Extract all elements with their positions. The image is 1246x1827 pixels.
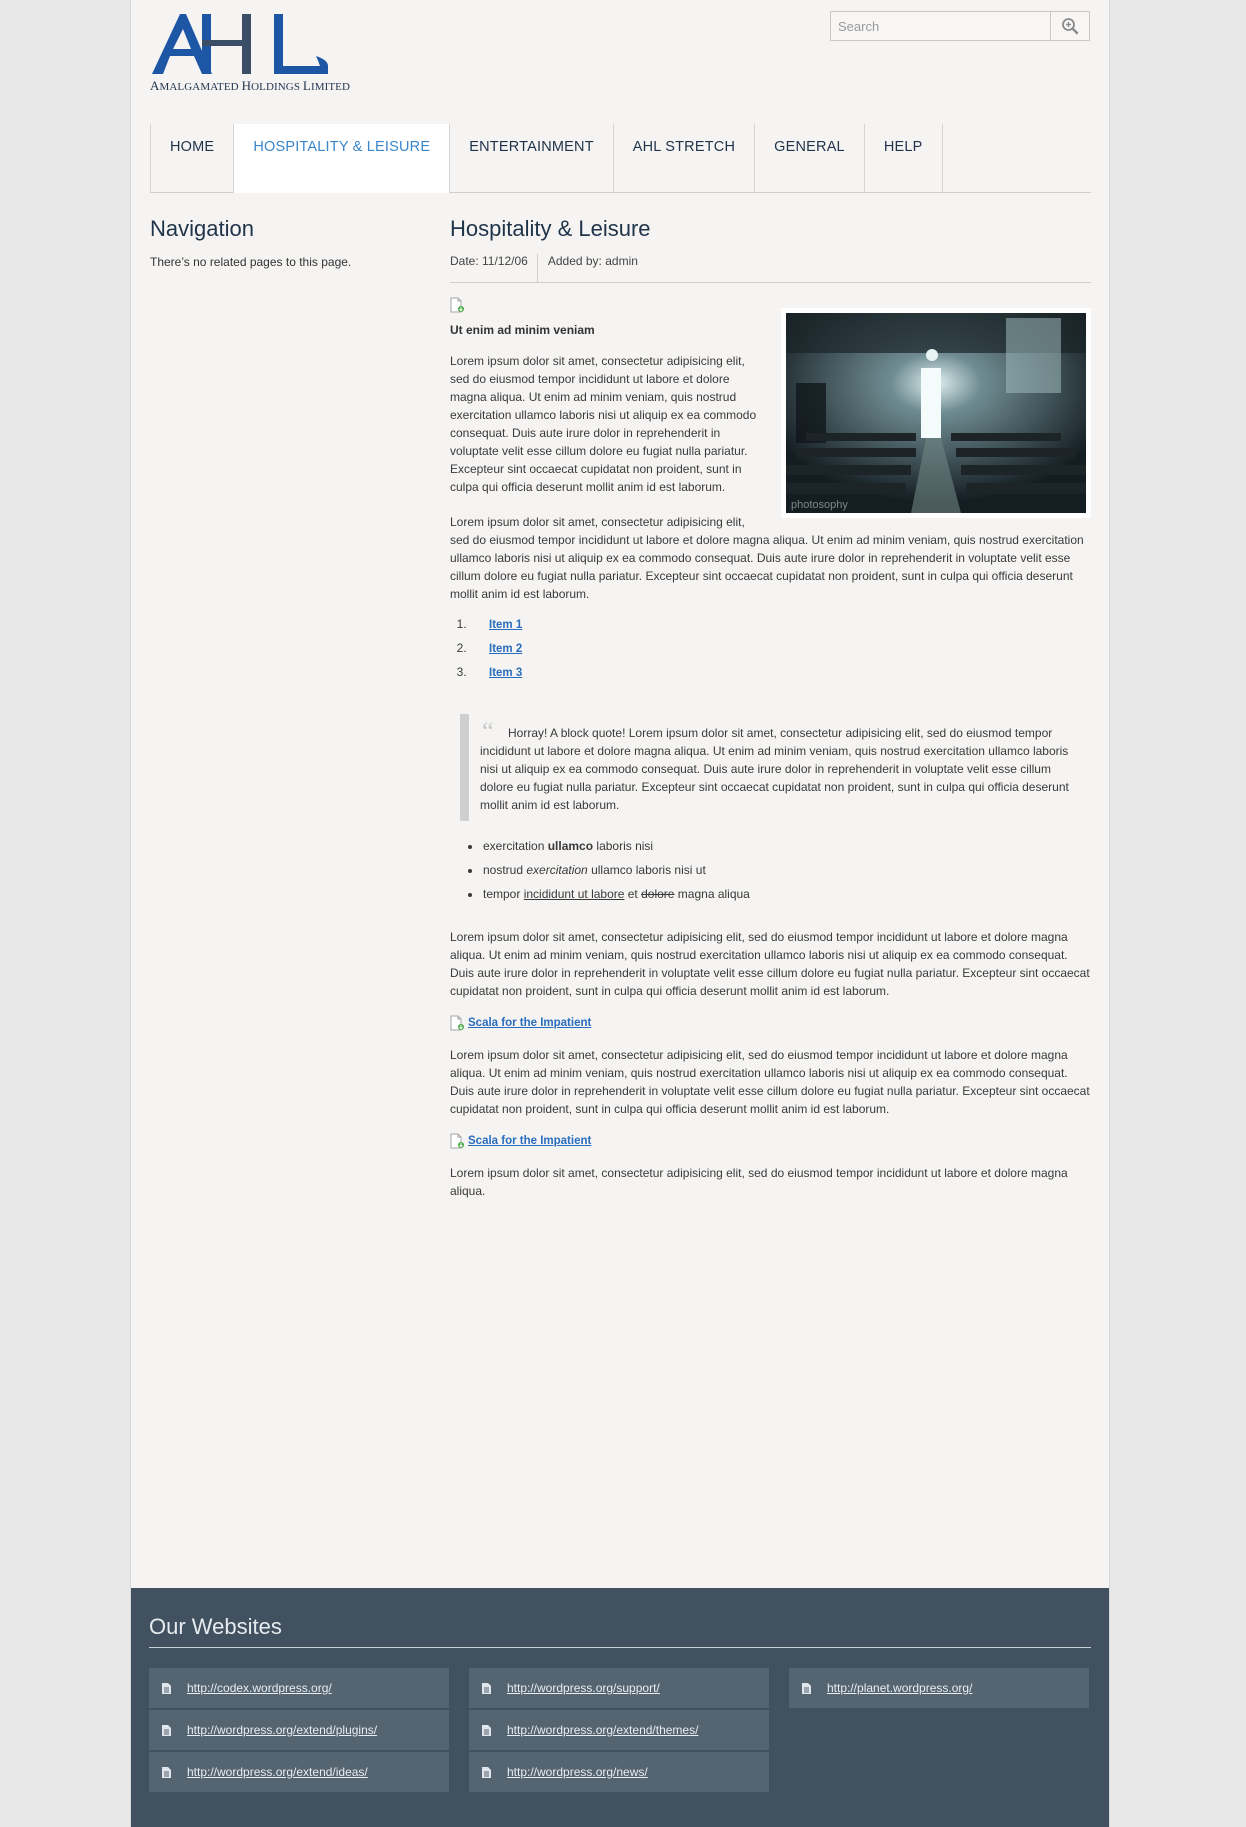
block-quote xyxy=(460,714,1091,821)
post-author: Added by: admin xyxy=(547,254,638,268)
website-link[interactable]: http://wordpress.org/support/ xyxy=(507,1681,660,1695)
page-title: Hospitality & Leisure xyxy=(450,216,651,241)
website-link[interactable]: http://wordpress.org/extend/plugins/ xyxy=(187,1723,378,1737)
tab-ahl-stretch[interactable]: AHL STRETCH xyxy=(613,124,754,192)
church-photo xyxy=(781,308,1091,518)
website-item[interactable] xyxy=(149,1710,449,1750)
scala-link-2[interactable]: Scala for the Impatient xyxy=(468,1135,592,1147)
website-item[interactable] xyxy=(469,1752,769,1792)
sidebar-text: There’s no related pages to this page. xyxy=(150,255,352,269)
church-photo-image xyxy=(786,313,1086,513)
search-input[interactable] xyxy=(831,12,1050,40)
page-container xyxy=(130,0,1110,1827)
document-icon xyxy=(481,1682,493,1695)
document-link-1 xyxy=(450,1015,1091,1031)
bullet-list xyxy=(482,839,1091,911)
search-box xyxy=(830,11,1090,41)
ahl-logo-mark xyxy=(150,10,330,76)
magnifier-icon xyxy=(1061,17,1079,35)
website-item[interactable] xyxy=(469,1710,769,1750)
footer xyxy=(131,1588,1109,1827)
content-subheading: Ut enim ad minim veniam xyxy=(450,323,595,337)
quote-mark-icon: “ xyxy=(482,717,494,746)
scala-link-1[interactable]: Scala for the Impatient xyxy=(468,1017,592,1029)
website-link[interactable]: http://wordpress.org/extend/ideas/ xyxy=(187,1765,368,1779)
tab-home[interactable]: HOME xyxy=(150,124,233,192)
website-link[interactable]: http://codex.wordpress.org/ xyxy=(187,1681,332,1695)
logo-subtitle: AMALGAMATED HOLDINGS LIMITED xyxy=(150,78,351,93)
website-item[interactable] xyxy=(789,1668,1089,1708)
list-item xyxy=(470,617,1091,641)
paragraph-2-rest: sed do eiusmod tempor incididunt ut labore et dolore magna aliqua. Ut enim ad minim veniam, quis nostrud exercitation ullamco laboris nisi ut aliquip ex ea commodo consequat. Duis aute irure dolor in reprehenderit in voluptate velit esse cillum dolore eu fugiat nulla pariatur. Excepteur sint occaecat cupidatat non proident, sunt in culpa qui officia deserunt mollit anim id est laborum. xyxy=(450,533,1084,601)
list-item: • exercitation ullamco laboris nisi xyxy=(482,839,1091,863)
document-icon xyxy=(161,1682,173,1695)
document-icon xyxy=(161,1766,173,1779)
document-icon xyxy=(161,1724,173,1737)
file-download-icon[interactable] xyxy=(450,297,465,313)
paragraph-1: Lorem ipsum dolor sit amet, consectetur adipisicing elit, sed do eiusmod tempor incididunt ut labore et dolore magna aliqua. Ut enim ad minim veniam, quis nostrud exercitation ullamco laboris nisi ut aliquip ex ea commodo consequat. Duis aute irure dolor in reprehenderit in voluptate velit esse cillum dolore eu fugiat nulla pariatur. Excepteur sint occaecat cupidatat non proident, sunt in culpa qui officia deserunt mollit anim id est laborum. xyxy=(450,354,757,494)
search-button[interactable] xyxy=(1050,12,1089,40)
list-item xyxy=(470,665,1091,689)
list-item: • nostrud exercitation ullamco laboris nisi ut xyxy=(482,863,1091,887)
church-interior-image xyxy=(786,313,1086,513)
paragraph-2-line1: Lorem ipsum dolor sit amet, consectetur adipisicing elit, xyxy=(450,515,745,529)
item-1-link[interactable]: Item 1 xyxy=(489,619,523,631)
paragraph-5: Lorem ipsum dolor sit amet, consectetur adipisicing elit, sed do eiusmod tempor incididunt ut labore et dolore magna aliqua. xyxy=(450,1166,1068,1198)
item-3-link[interactable]: Item 3 xyxy=(489,667,523,679)
paragraph-4: Lorem ipsum dolor sit amet, consectetur adipisicing elit, sed do eiusmod tempor incididunt ut labore et dolore magna aliqua. Ut enim ad minim veniam, quis nostrud exercitation ullamco laboris nisi ut aliquip ex ea commodo consequat. Duis aute irure dolor in reprehenderit in voluptate velit esse cillum dolore eu fugiat nulla pariatur. Excepteur sint occaecat cupidatat non proident, sunt in culpa qui officia deserunt mollit anim id est laborum. xyxy=(450,1048,1090,1116)
footer-divider xyxy=(149,1647,1091,1648)
website-link[interactable]: http://wordpress.org/extend/themes/ xyxy=(507,1723,699,1737)
tab-general[interactable]: GENERAL xyxy=(754,124,864,192)
document-icon xyxy=(801,1682,813,1695)
list-item: • tempor incididunt ut labore et dolore magna aliqua xyxy=(482,887,1091,911)
website-item[interactable] xyxy=(149,1668,449,1708)
item-2-link[interactable]: Item 2 xyxy=(489,643,523,655)
post-meta xyxy=(450,254,1091,283)
quote-text: Horray! A block quote! Lorem ipsum dolor sit amet, consectetur adipisicing elit, sed do eiusmod tempor incididunt ut labore et dolore magna aliqua. Ut enim ad minim veniam, quis nostrud exercitation ullamco laboris nisi ut aliquip ex ea commodo consequat. Duis aute irure dolor in reprehenderit in voluptate velit esse cillum dolore eu fugiat nulla pariatur. Excepteur sint occaecat cupidatat non proident, sunt in culpa qui officia deserunt mollit anim id est laborum. xyxy=(480,726,1069,812)
main-navigation xyxy=(150,124,1091,193)
footer-title: Our Websites xyxy=(149,1614,282,1639)
document-icon xyxy=(481,1724,493,1737)
website-link[interactable]: http://planet.wordpress.org/ xyxy=(827,1681,973,1695)
website-link[interactable]: http://wordpress.org/news/ xyxy=(507,1765,648,1779)
tab-entertainment[interactable]: ENTERTAINMENT xyxy=(449,124,613,192)
photo-watermark: photosophy xyxy=(791,499,848,511)
file-download-icon xyxy=(450,1133,465,1149)
paragraph-3: Lorem ipsum dolor sit amet, consectetur adipisicing elit, sed do eiusmod tempor incididunt ut labore et dolore magna aliqua. Ut enim ad minim veniam, quis nostrud exercitation ullamco laboris nisi ut aliquip ex ea commodo consequat. Duis aute irure dolor in reprehenderit in voluptate velit esse cillum dolore eu fugiat nulla pariatur. Excepteur sint occaecat cupidatat non proident, sunt in culpa qui officia deserunt mollit anim id est laborum. xyxy=(450,930,1090,998)
list-item xyxy=(470,641,1091,665)
post-date: Date: 11/12/06 xyxy=(450,254,538,282)
ordered-list xyxy=(470,617,1091,689)
website-item[interactable] xyxy=(469,1668,769,1708)
document-link-2 xyxy=(450,1133,1091,1149)
website-item[interactable] xyxy=(149,1752,449,1792)
ahl-logo[interactable] xyxy=(150,10,351,93)
tab-hospitality-leisure[interactable]: HOSPITALITY & LEISURE xyxy=(233,124,449,193)
paragraph-2 xyxy=(450,513,1091,603)
sidebar-title: Navigation xyxy=(150,216,254,241)
document-icon xyxy=(481,1766,493,1779)
main-content xyxy=(450,216,1091,1200)
tab-help[interactable]: HELP xyxy=(864,124,943,192)
file-download-icon xyxy=(450,1015,465,1031)
